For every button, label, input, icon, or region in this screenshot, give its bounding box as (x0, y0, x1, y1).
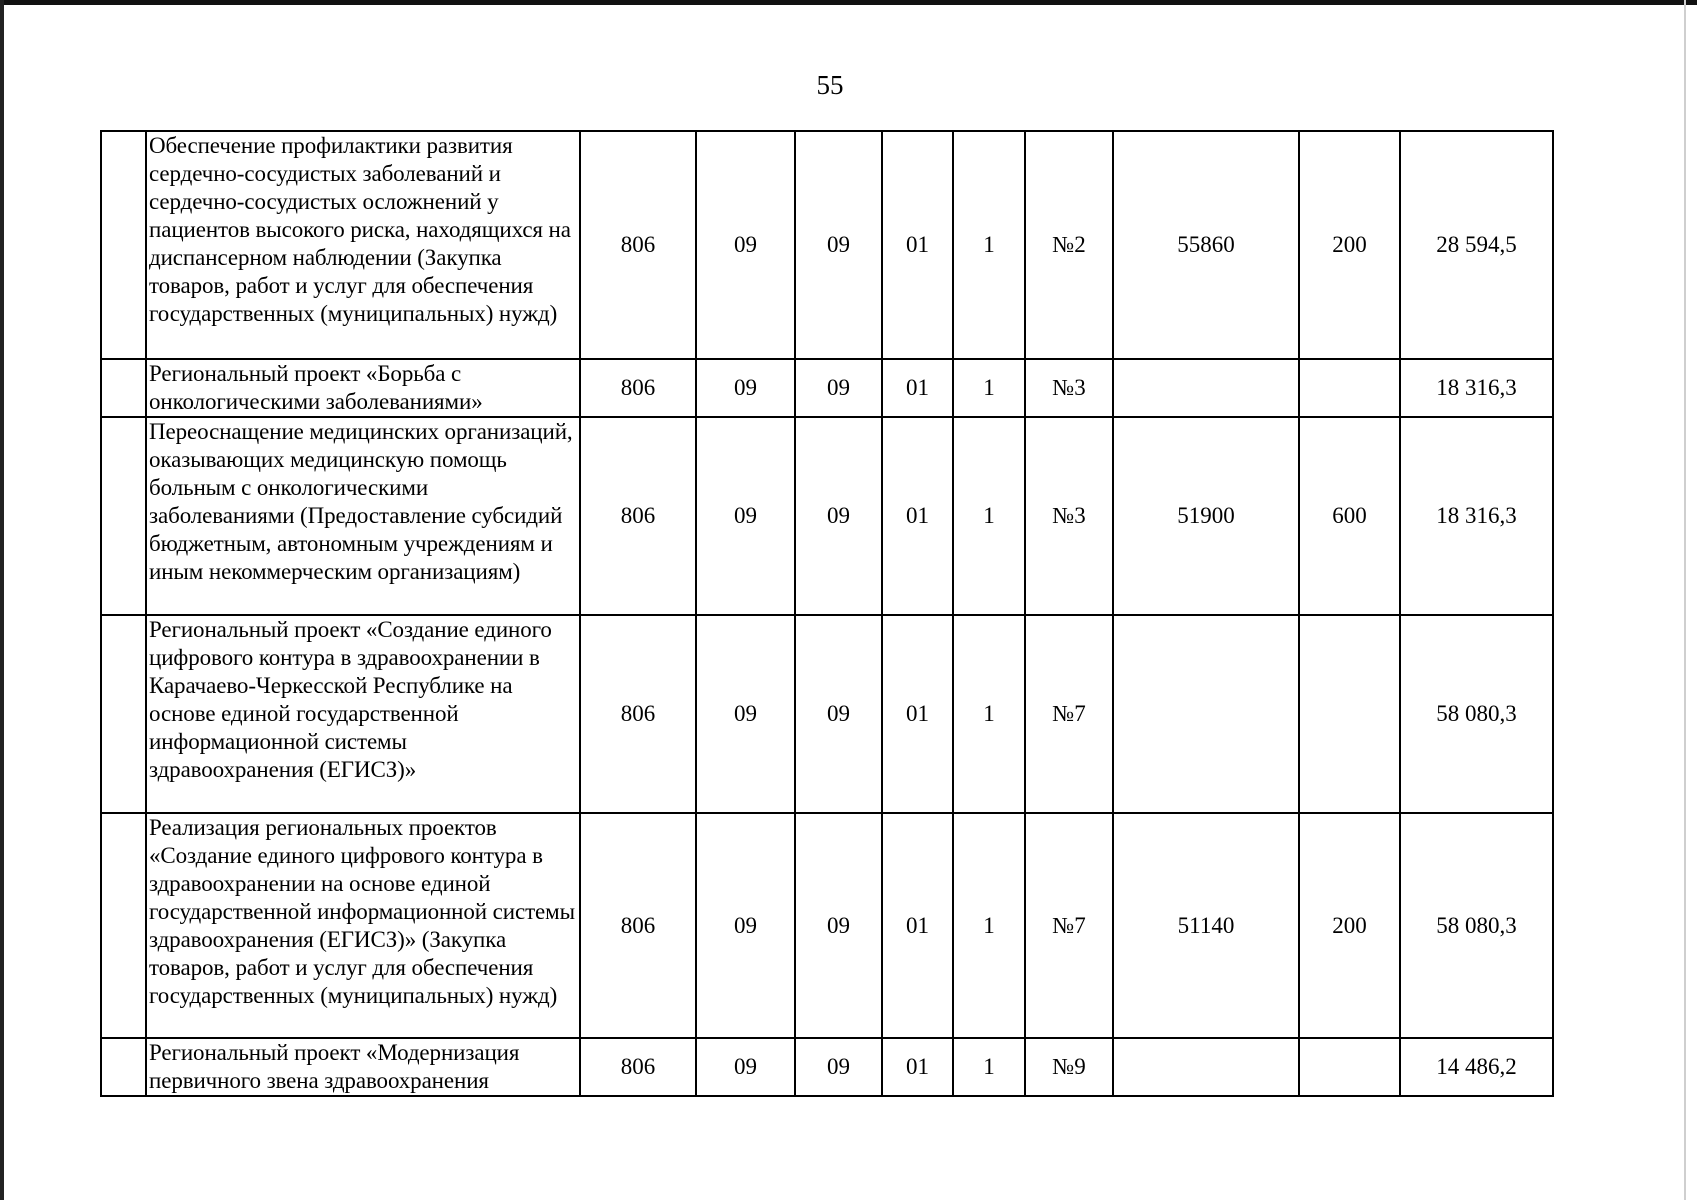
project-code-cell: №3 (1025, 417, 1113, 615)
ministry-code-cell: 806 (580, 813, 696, 1038)
item-name-cell: Переоснащение медицинских организаций, оказывающих медицинскую помощь больным с онкологическими заболеваниями (Предоставление субсидий бюджетным, автономным учреждениям и иным некоммерческим организациям) (146, 417, 580, 615)
amount-cell: 18 316,3 (1400, 359, 1553, 417)
table-row (101, 359, 1553, 417)
expense-type-cell: 600 (1299, 417, 1400, 615)
section-code-cell: 09 (696, 359, 795, 417)
subprogram-code-cell: 1 (953, 615, 1025, 813)
subprogram-code-cell: 1 (953, 417, 1025, 615)
ministry-code-cell: 806 (580, 417, 696, 615)
scan-left-edge (0, 0, 4, 1200)
row-number-cell (101, 1038, 146, 1096)
page-number: 55 (816, 70, 844, 100)
budget-table (100, 130, 1554, 1097)
expense-type-cell (1299, 615, 1400, 813)
subprogram-code-cell: 1 (953, 131, 1025, 359)
subsection-code-cell: 09 (795, 359, 882, 417)
direction-code-cell: 55860 (1113, 131, 1299, 359)
program-code-cell: 01 (882, 813, 953, 1038)
item-name-cell: Обеспечение профилактики развития сердечно-сосудистых заболеваний и сердечно-сосудистых осложнений у пациентов высокого риска, находящихся на диспансерном наблюдении (Закупка товаров, работ и услуг для обеспечения государственных (муниципальных) нужд) (146, 131, 580, 359)
subprogram-code-cell: 1 (953, 1038, 1025, 1096)
project-code-cell: №7 (1025, 813, 1113, 1038)
table-row (101, 615, 1553, 813)
subsection-code-cell: 09 (795, 615, 882, 813)
scan-right-edge (1684, 0, 1686, 1200)
table-row (101, 131, 1553, 359)
program-code-cell: 01 (882, 359, 953, 417)
section-code-cell: 09 (696, 417, 795, 615)
subsection-code-cell: 09 (795, 813, 882, 1038)
item-name-cell: Региональный проект «Борьба с онкологическими заболеваниями» (146, 359, 580, 417)
subprogram-code-cell: 1 (953, 359, 1025, 417)
row-number-cell (101, 417, 146, 615)
table-row (101, 417, 1553, 615)
section-code-cell: 09 (696, 615, 795, 813)
table-row (101, 813, 1553, 1038)
direction-code-cell: 51900 (1113, 417, 1299, 615)
expense-type-cell (1299, 359, 1400, 417)
program-code-cell: 01 (882, 615, 953, 813)
expense-type-cell (1299, 1038, 1400, 1096)
row-number-cell (101, 131, 146, 359)
ministry-code-cell: 806 (580, 131, 696, 359)
table-row (101, 1038, 1553, 1096)
direction-code-cell (1113, 615, 1299, 813)
scan-top-edge (0, 0, 1697, 5)
amount-cell: 58 080,3 (1400, 813, 1553, 1038)
ministry-code-cell: 806 (580, 1038, 696, 1096)
subsection-code-cell: 09 (795, 1038, 882, 1096)
subsection-code-cell: 09 (795, 131, 882, 359)
ministry-code-cell: 806 (580, 615, 696, 813)
direction-code-cell (1113, 1038, 1299, 1096)
program-code-cell: 01 (882, 131, 953, 359)
item-name-cell: Реализация региональных проектов «Создание единого цифрового контура в здравоохранении на основе единой государственной информационной системы здравоохранения (ЕГИСЗ)» (Закупка товаров, работ и услуг для обеспечения государственных (муниципальных) нужд) (146, 813, 580, 1038)
amount-cell: 58 080,3 (1400, 615, 1553, 813)
project-code-cell: №7 (1025, 615, 1113, 813)
direction-code-cell: 51140 (1113, 813, 1299, 1038)
amount-cell: 14 486,2 (1400, 1038, 1553, 1096)
direction-code-cell (1113, 359, 1299, 417)
section-code-cell: 09 (696, 1038, 795, 1096)
row-number-cell (101, 615, 146, 813)
ministry-code-cell: 806 (580, 359, 696, 417)
expense-type-cell: 200 (1299, 813, 1400, 1038)
program-code-cell: 01 (882, 417, 953, 615)
item-name-cell: Региональный проект «Модернизация первичного звена здравоохранения (146, 1038, 580, 1096)
program-code-cell: 01 (882, 1038, 953, 1096)
amount-cell: 18 316,3 (1400, 417, 1553, 615)
subsection-code-cell: 09 (795, 417, 882, 615)
section-code-cell: 09 (696, 131, 795, 359)
subprogram-code-cell: 1 (953, 813, 1025, 1038)
expense-type-cell: 200 (1299, 131, 1400, 359)
section-code-cell: 09 (696, 813, 795, 1038)
row-number-cell (101, 813, 146, 1038)
amount-cell: 28 594,5 (1400, 131, 1553, 359)
project-code-cell: №3 (1025, 359, 1113, 417)
item-name-cell: Региональный проект «Создание единого цифрового контура в здравоохранении в Карачаево-Черкесской Республике на основе единой государственной информационной системы здравоохранения (ЕГИСЗ)» (146, 615, 580, 813)
row-number-cell (101, 359, 146, 417)
project-code-cell: №2 (1025, 131, 1113, 359)
project-code-cell: №9 (1025, 1038, 1113, 1096)
